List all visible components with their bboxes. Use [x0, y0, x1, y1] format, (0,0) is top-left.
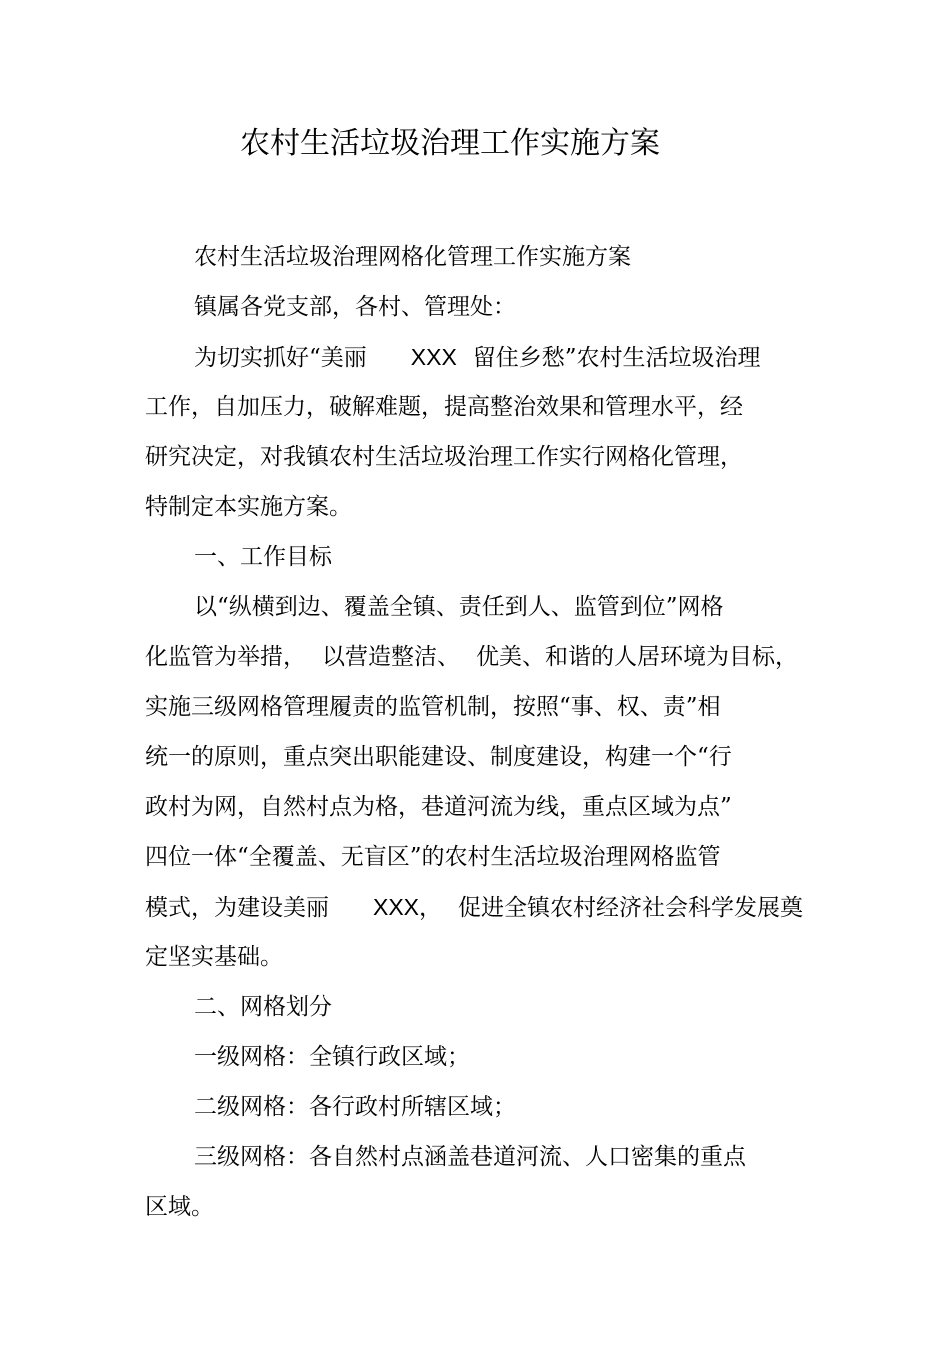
text-segment: 化监管为举措，: [145, 644, 306, 670]
paragraph-line: [145, 640, 798, 674]
paragraph-line: 二级网格：各行政村所辖区域；: [194, 1094, 516, 1120]
text-segment: 优美、和谐的人居环境为目标，: [476, 644, 798, 670]
paragraph-line: 区域。: [145, 1194, 214, 1220]
paragraph-line: [194, 340, 761, 375]
section-heading: 一、工作目标: [194, 544, 332, 570]
paragraph-line: 农村生活垃圾治理网格化管理工作实施方案: [194, 244, 631, 270]
paragraph-line: 四位一体“全覆盖、无盲区”的农村生活垃圾治理网格监管: [145, 844, 721, 870]
paragraph-line: 政村为网，自然村点为格，巷道河流为线，重点区域为点”: [145, 794, 732, 820]
paragraph-line: [145, 890, 803, 925]
paragraph-line: 工作，自加压力，破解难题，提高整治效果和管理水平，经: [145, 394, 743, 420]
text-segment: 为切实抓好“美丽: [194, 345, 367, 371]
paragraph-line: 镇属各党支部，各村、管理处：: [194, 294, 516, 320]
text-segment: 以营造整洁、: [322, 644, 460, 670]
paragraph-line: 以“纵横到边、覆盖全镇、责任到人、监管到位”网格: [194, 594, 724, 620]
text-segment: 模式，为建设美丽: [145, 895, 329, 921]
paragraph-line: 研究决定，对我镇农村生活垃圾治理工作实行网格化管理，: [145, 444, 743, 470]
paragraph-line: 实施三级网格管理履责的监管机制，按照“事、权、责”相: [145, 694, 721, 720]
paragraph-line: 三级网格：各自然村点涵盖巷道河流、人口密集的重点: [194, 1144, 746, 1170]
paragraph-line: 定坚实基础。: [145, 944, 283, 970]
text-segment: 促进全镇农村经济社会科学发展奠: [458, 895, 804, 921]
section-heading: 二、网格划分: [194, 994, 332, 1020]
paragraph-line: 特制定本实施方案。: [145, 494, 352, 520]
text-segment: XXX: [410, 344, 457, 370]
paragraph-line: 一级网格：全镇行政区域；: [194, 1044, 470, 1070]
document-title: 农村生活垃圾治理工作实施方案: [240, 126, 660, 161]
text-segment: XXX，: [373, 894, 443, 920]
paragraph-line: 统一的原则，重点突出职能建设、制度建设，构建一个“行: [145, 744, 732, 770]
text-segment: 留住乡愁”农村生活垃圾治理: [472, 345, 761, 371]
